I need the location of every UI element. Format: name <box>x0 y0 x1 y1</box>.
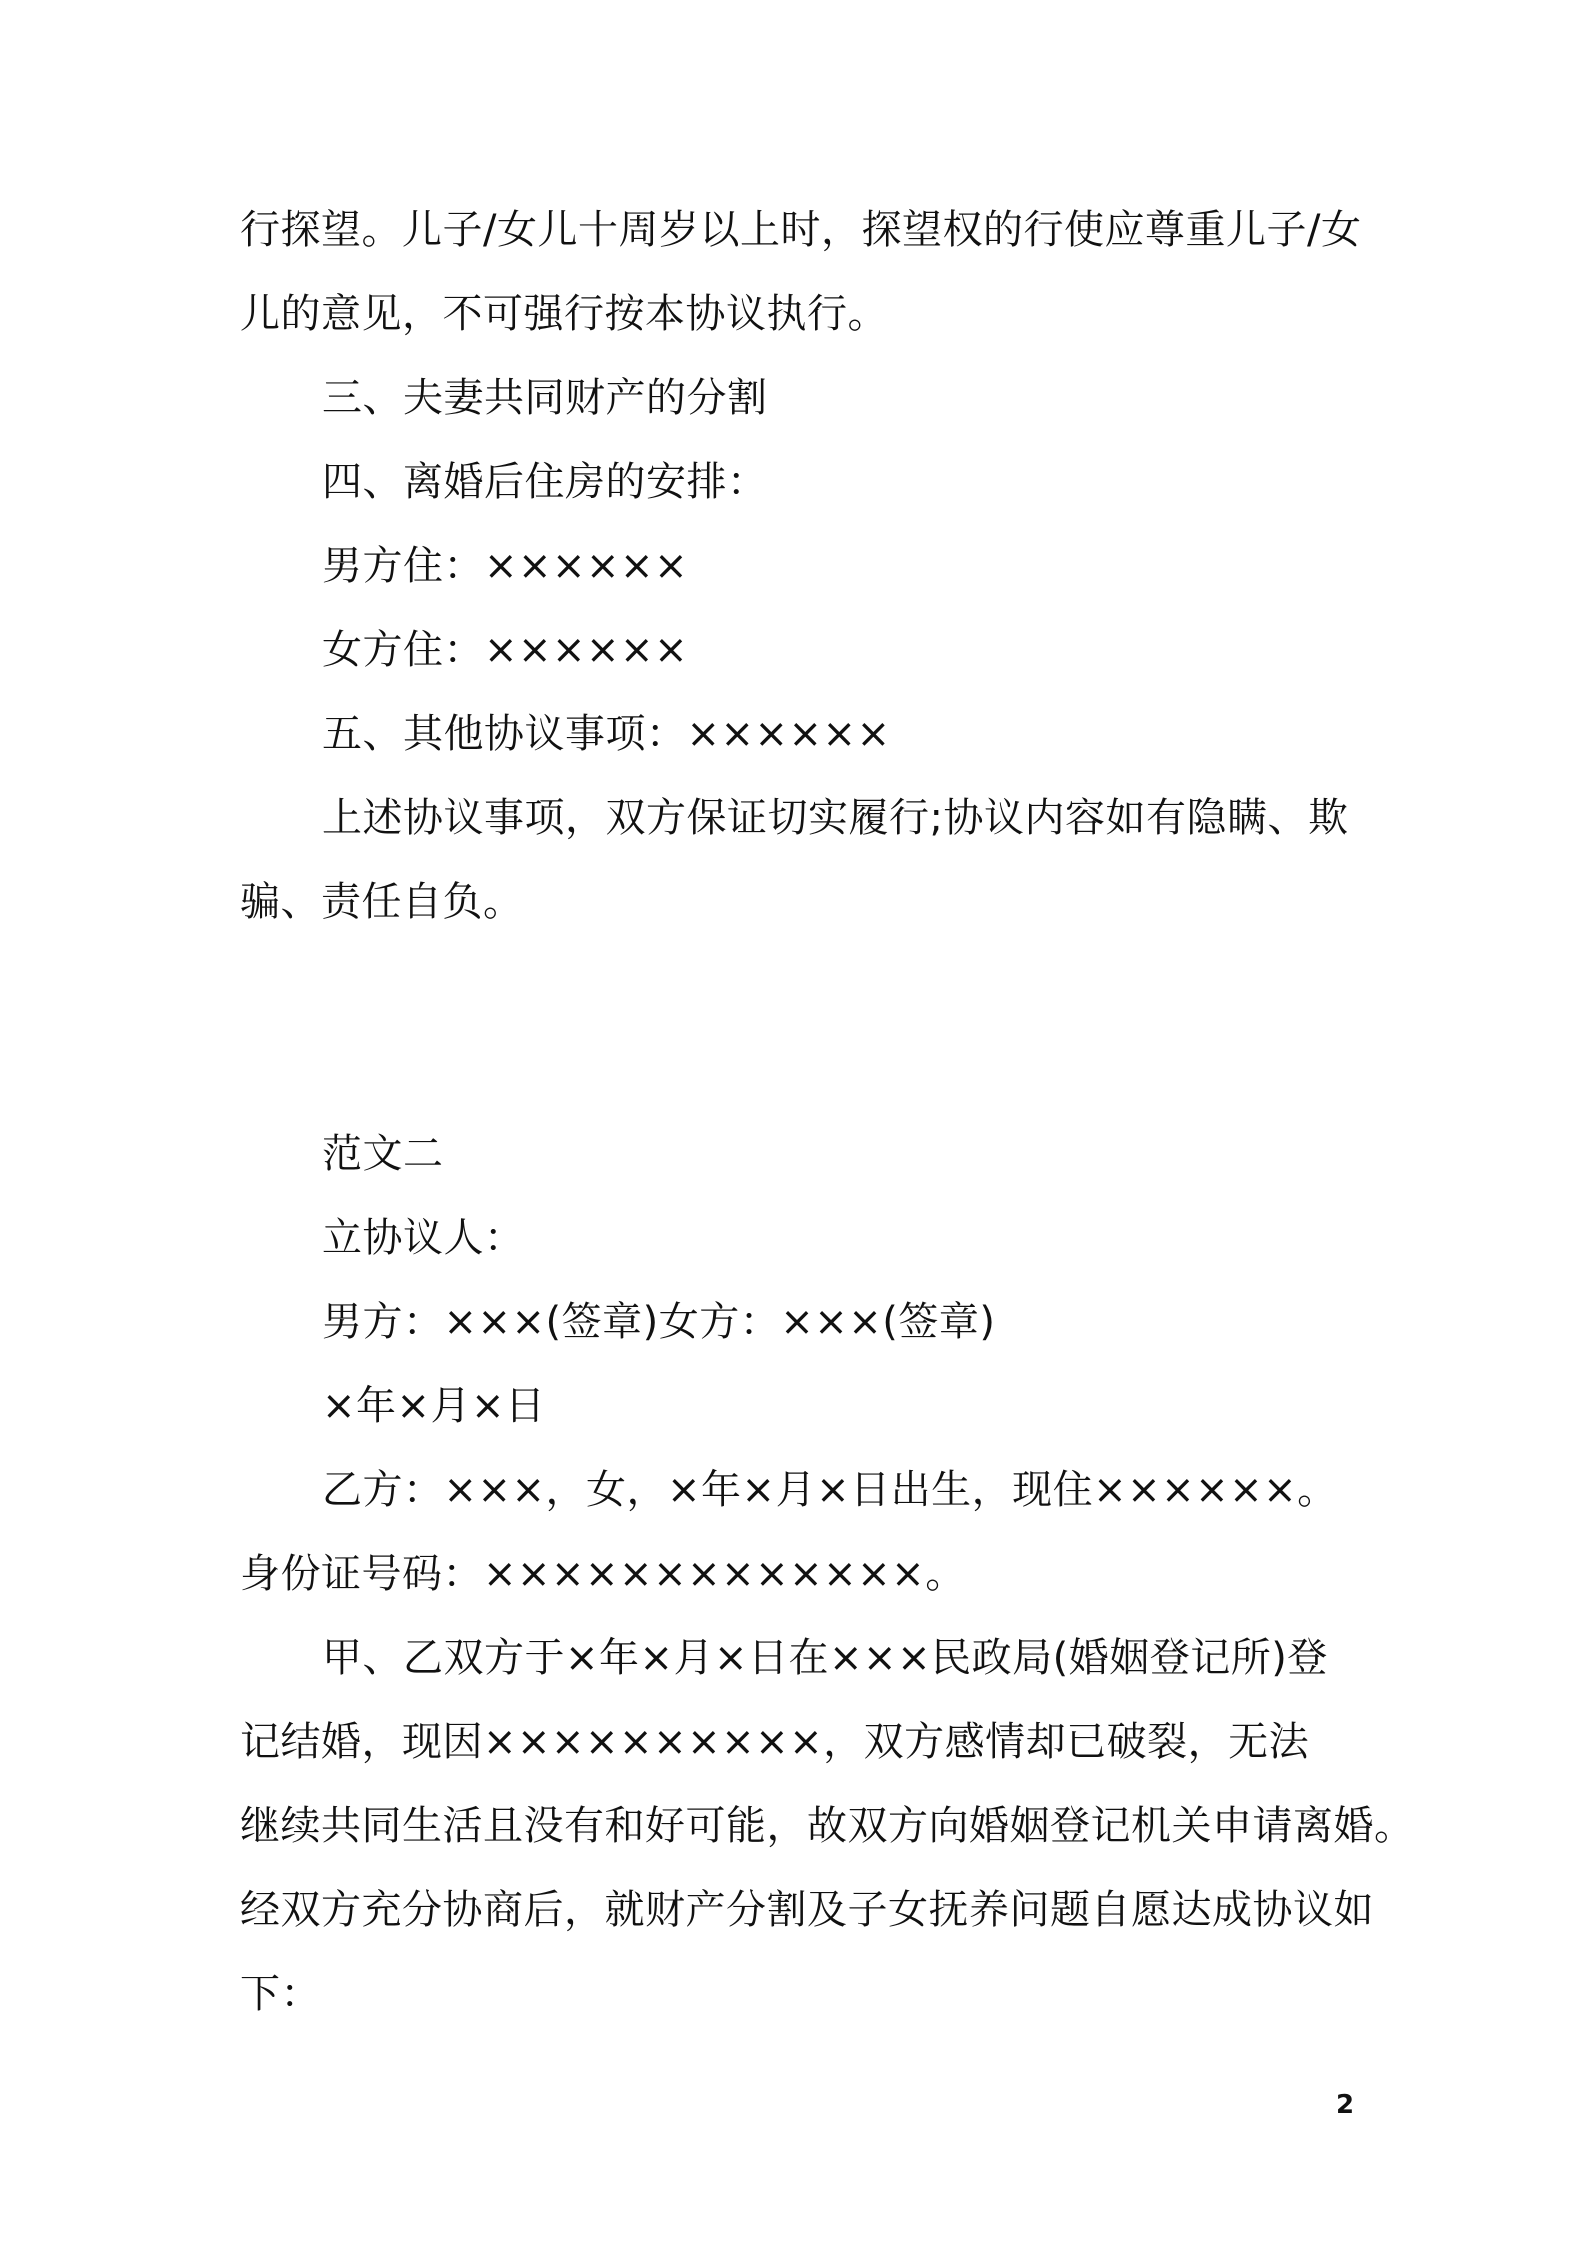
page-number: 2 <box>1336 2090 1355 2120</box>
text-line: 身份证号码：×××××××××××××。 <box>240 1551 966 1597</box>
text-line: 下： <box>240 1971 321 2017</box>
section-heading: 五、其他协议事项：×××××× <box>322 711 891 757</box>
text-line: 上述协议事项，双方保证切实履行;协议内容如有隐瞒、欺 <box>322 795 1349 841</box>
text-line: 男方：×××(签章)女方：×××(签章) <box>322 1299 996 1345</box>
text-line: 行探望。儿子/女儿十周岁以上时，探望权的行使应尊重儿子/女 <box>240 207 1362 253</box>
text-line: 立协议人： <box>322 1215 525 1261</box>
text-line: 甲、乙双方于×年×月×日在×××民政局(婚姻登记所)登 <box>322 1635 1328 1681</box>
text-line: 记结婚，现因××××××××××，双方感情却已破裂，无法 <box>240 1719 1310 1765</box>
text-line: 儿的意见，不可强行按本协议执行。 <box>240 291 888 337</box>
section-heading: 三、夫妻共同财产的分割 <box>322 375 768 421</box>
text-line: 经双方充分协商后，就财产分割及子女抚养问题自愿达成协议如 <box>240 1887 1374 1933</box>
section-heading: 四、离婚后住房的安排： <box>322 459 768 505</box>
text-line: 骗、责任自负。 <box>240 879 524 925</box>
text-line: 女方住：×××××× <box>322 627 689 673</box>
text-line: ×年×月×日 <box>322 1383 546 1429</box>
text-line: 乙方：×××，女，×年×月×日出生，现住××××××。 <box>322 1467 1338 1513</box>
example-title: 范文二 <box>322 1131 444 1177</box>
text-line: 男方住：×××××× <box>322 543 689 589</box>
text-line: 继续共同生活且没有和好可能，故双方向婚姻登记机关申请离婚。 <box>240 1803 1415 1849</box>
